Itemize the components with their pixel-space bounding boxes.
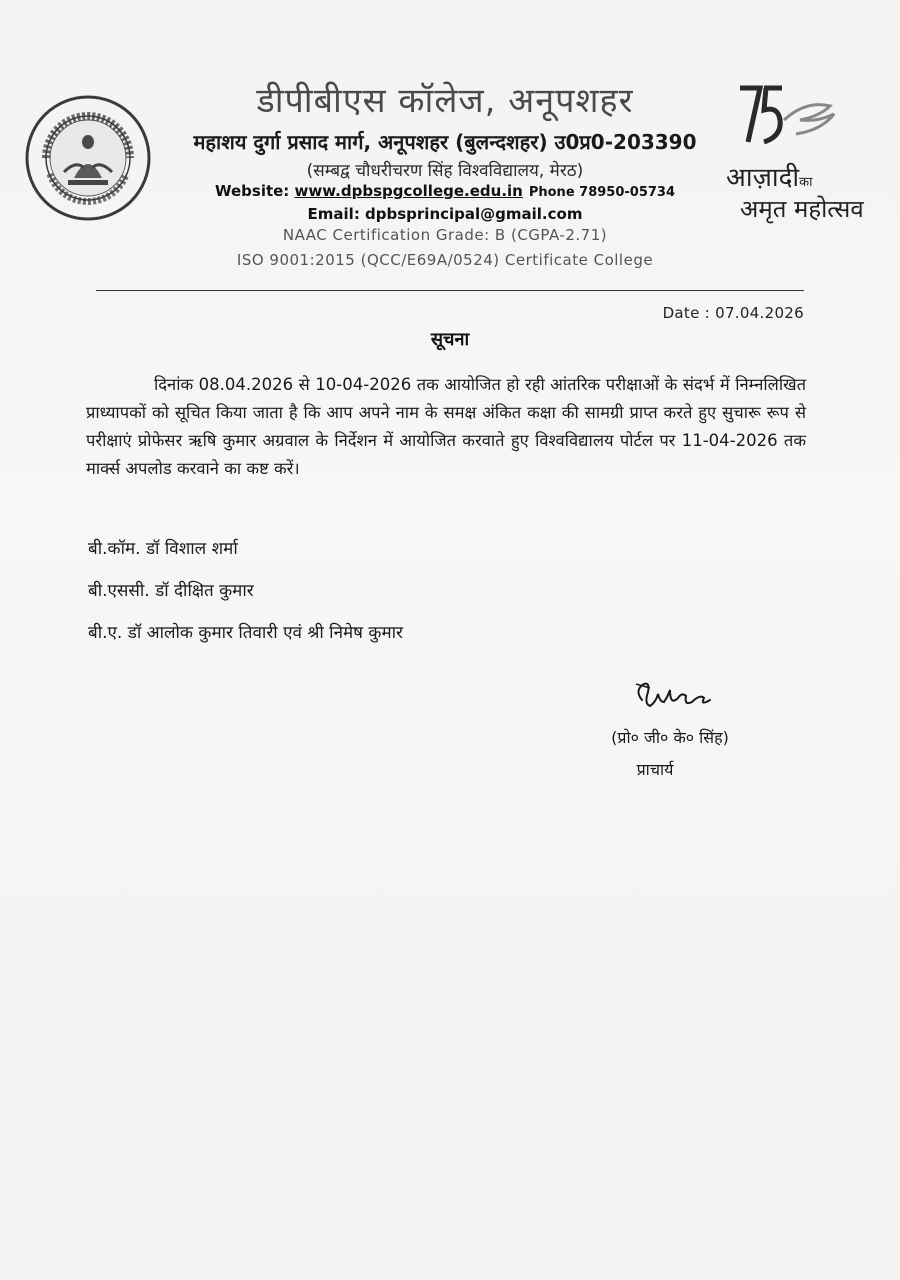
notice-body: दिनांक 08.04.2026 से 10-04-2026 तक आयोजित हो रही आंतरिक परीक्षाओं के संदर्भ में निम्नलिखित प्राध्यापकों को सूचित किया जाता है कि आप अपने नाम के समक्ष अंकित कक्षा की सामग्री प्राप्त करते हुए सुचारू रूप से परीक्षाएं प्रोफेसर ऋषि कुमार अग्रवाल के निर्देशन में आयोजित करवाते हुए विश्वविद्यालय पोर्टल पर 11-04-2026 तक मार्क्स अपलोड करवाने का कष्ट करें। <box>86 375 806 478</box>
notice-heading: सूचना <box>430 329 470 350</box>
naac-grade: NAAC Certification Grade: B (CGPA-2.71) <box>282 226 608 244</box>
website-link[interactable]: www.dpbspgcollege.edu.in <box>294 182 523 200</box>
university-affiliation: (सम्बद्व चौधरीचरण सिंह विश्वविद्यालय, मेरठ) <box>306 161 584 181</box>
signature-icon <box>620 672 730 722</box>
amrit-mahotsav-logo <box>726 80 864 230</box>
amrit-line1-small: का <box>799 175 813 190</box>
college-name: डीपीबीएस कॉलेज, अनूपशहर <box>256 81 634 121</box>
amrit-line2: अमृत महोत्सव <box>740 195 864 223</box>
list-item: बी.एससी. डॉ दीक्षित कुमार <box>88 581 254 601</box>
signatory-title: प्राचार्य <box>636 760 674 779</box>
email-line: Email: dpbsprincipal@gmail.com <box>307 205 583 223</box>
phone-number: Phone 78950-05734 <box>528 185 676 200</box>
college-seal-icon <box>24 94 152 222</box>
amrit-line1: आज़ादी <box>726 163 800 193</box>
website-line <box>160 182 730 200</box>
iso-certificate: ISO 9001:2015 (QCC/E69A/0524) Certificate College <box>236 251 654 269</box>
list-item: बी.ए. डॉ आलोक कुमार तिवारी एवं श्री निमेष कुमार <box>88 623 403 643</box>
list-item: बी.कॉम. डॉ विशाल शर्मा <box>88 539 238 559</box>
assignment-list <box>88 535 688 661</box>
seventy-five-icon <box>726 80 856 160</box>
signatory-name: (प्रो० जी० के० सिंह) <box>611 728 729 747</box>
website-label: Website: <box>214 182 290 200</box>
header-divider <box>96 290 804 291</box>
notice-date: Date : 07.04.2026 <box>662 304 804 322</box>
college-address: महाशय दुर्गा प्रसाद मार्ग, अनूपशहर (बुलन्दशहर) उ0प्र0-203390 <box>193 130 697 154</box>
